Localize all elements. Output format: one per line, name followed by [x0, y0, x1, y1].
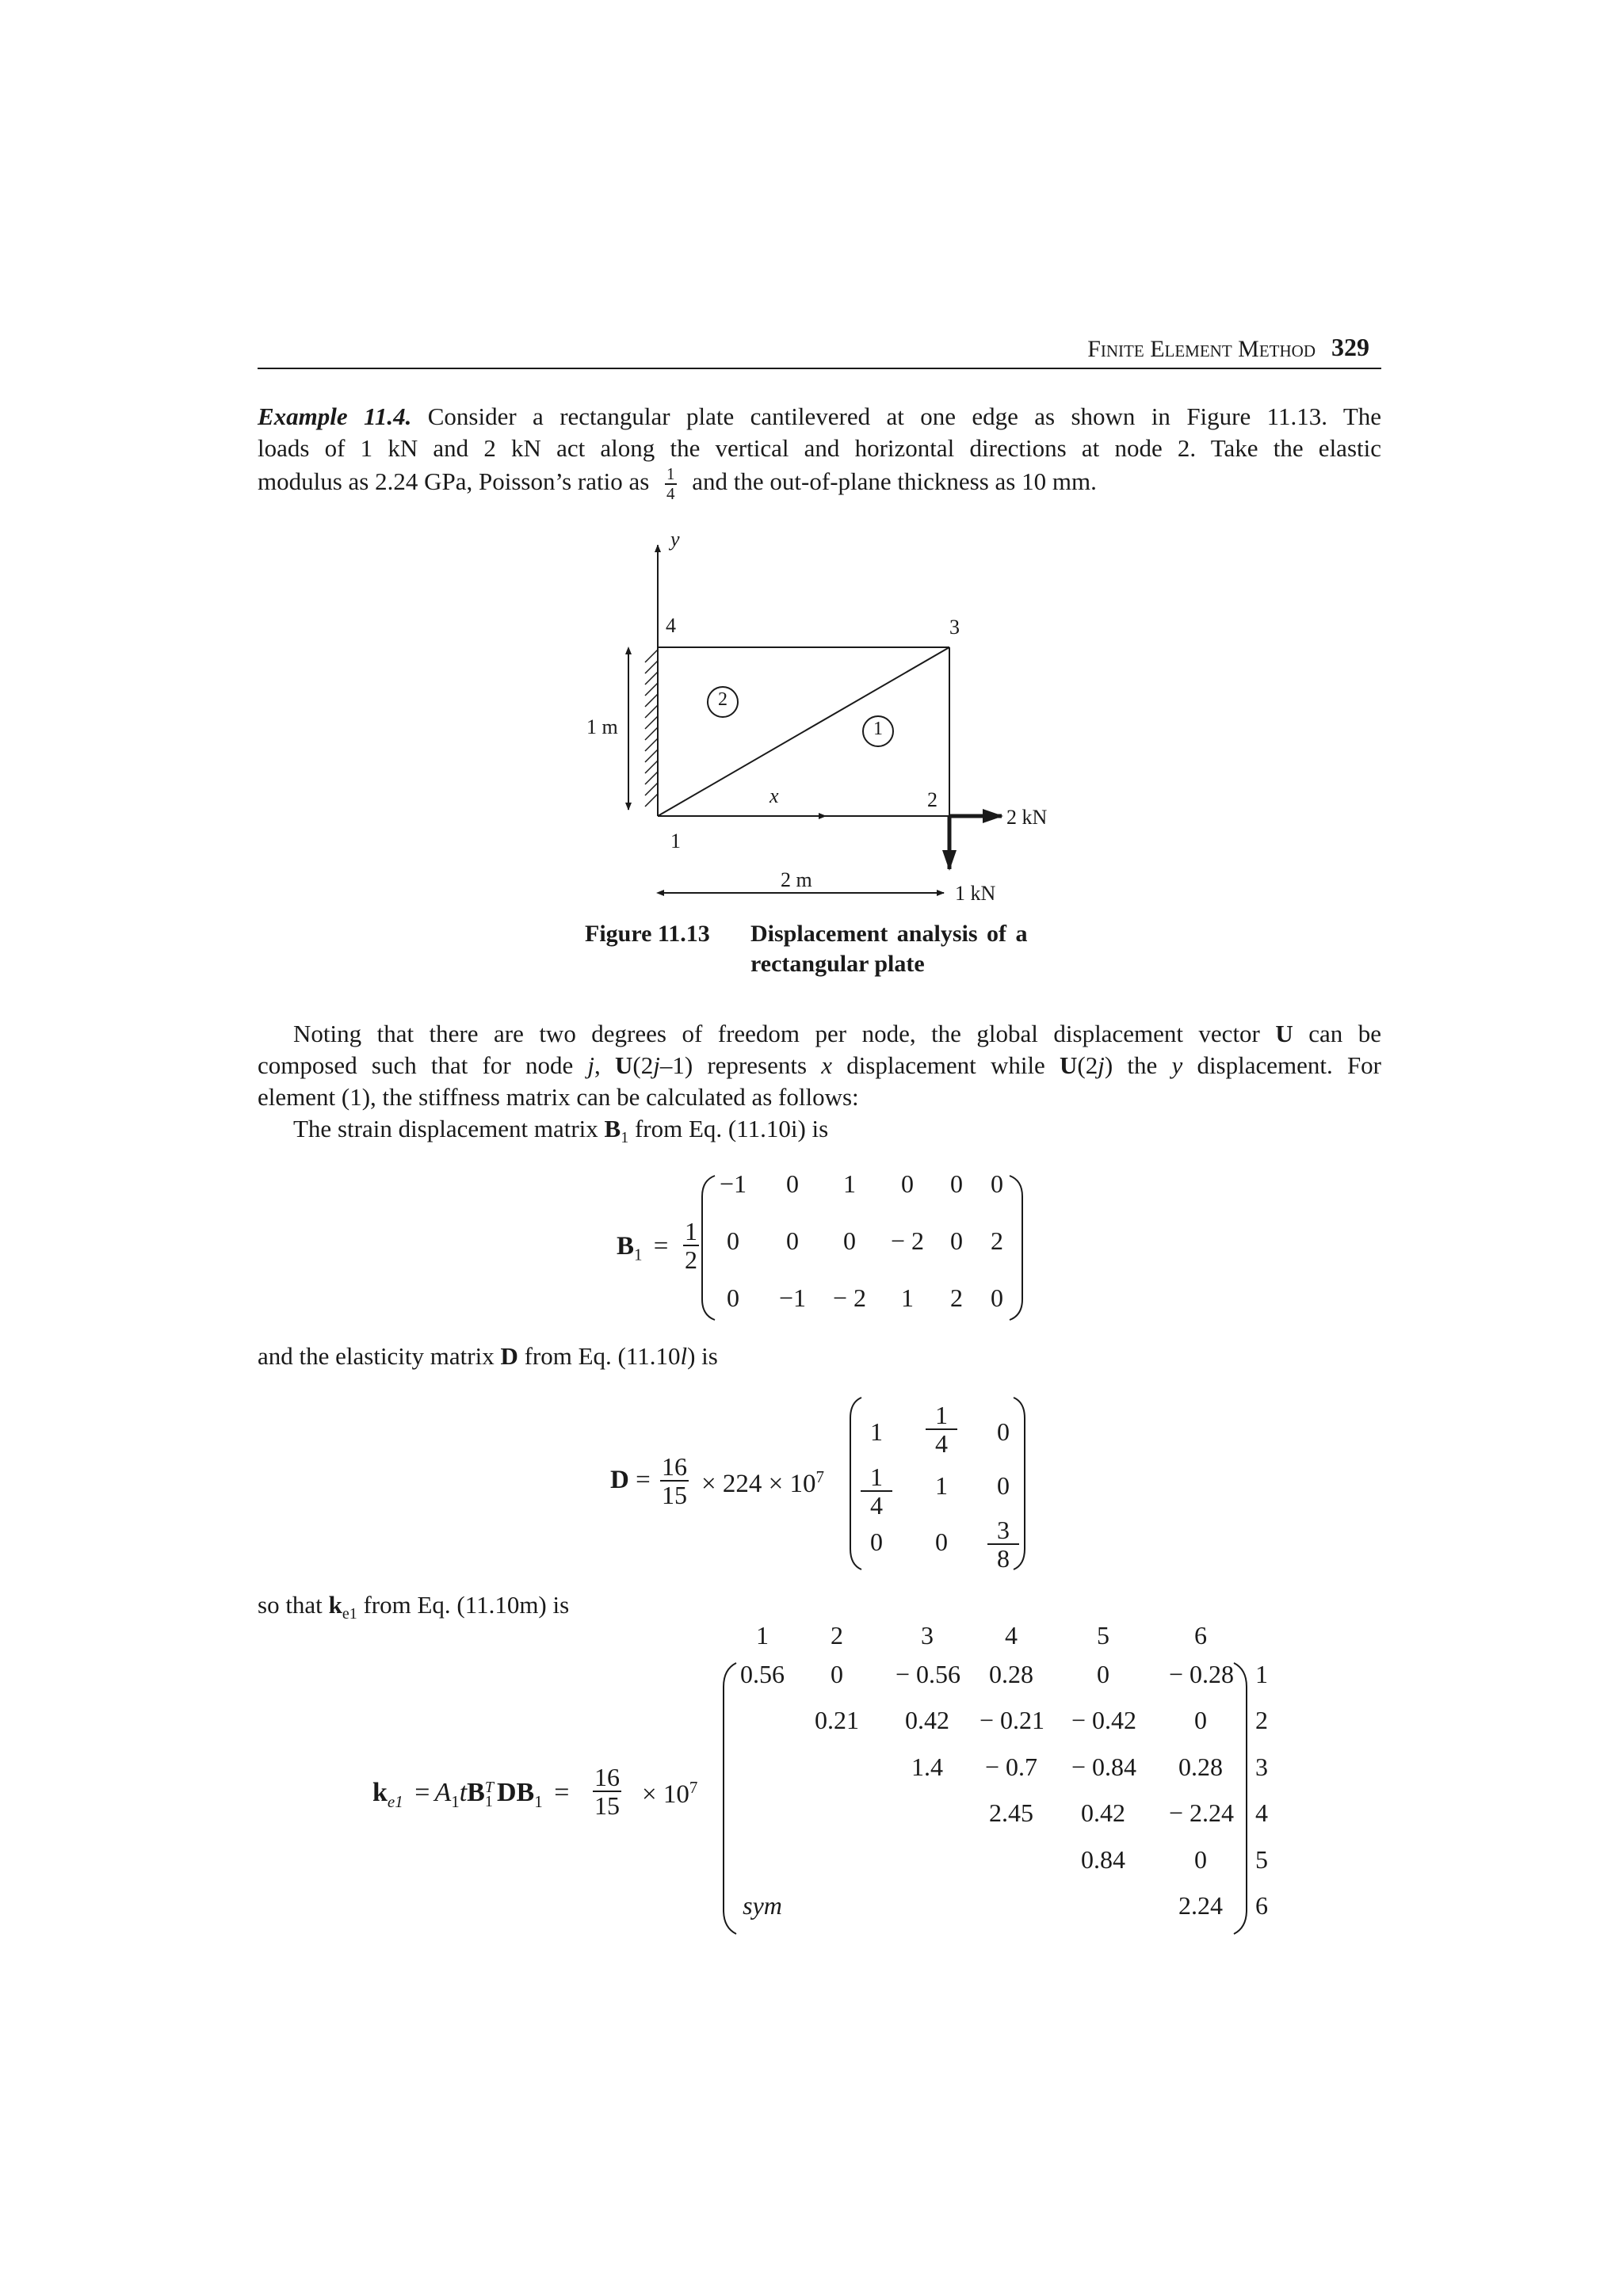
eq-K-DB: DB — [496, 1778, 535, 1807]
eq-D-r3c2: 0 — [935, 1527, 948, 1556]
node-2-label: 2 — [927, 788, 938, 811]
eq-B1-cell: −1 — [778, 1283, 807, 1312]
eq-K-B-sup: T — [484, 1779, 494, 1797]
eq-D-scale — [701, 1467, 824, 1499]
figure-plate-diagram — [555, 523, 1109, 919]
p1-line-2d: –1) represents — [659, 1051, 808, 1079]
eq-K-cell: − 0.28 — [1169, 1660, 1235, 1688]
eq-K-cell: 1.4 — [911, 1753, 943, 1781]
eq-K-cell: 0.84 — [1081, 1845, 1125, 1874]
eq-K-A: A — [434, 1778, 452, 1807]
eq-D-r1c2-num: 1 — [926, 1402, 957, 1430]
eq-D-exp: 7 — [815, 1467, 824, 1486]
eq-B1-cell: 0 — [843, 1226, 856, 1255]
plate-diagonal — [658, 647, 949, 816]
eq-D-r2c2: 1 — [935, 1471, 948, 1500]
p4-text-a: so that — [258, 1591, 323, 1619]
fixed-support-hatch — [645, 650, 658, 807]
p3-text-a: and the elasticity matrix — [258, 1342, 495, 1370]
eq-B1-cell: 1 — [843, 1169, 856, 1198]
eq-B1-cell: 0 — [727, 1226, 739, 1255]
eq-K-cell: 0 — [831, 1660, 843, 1688]
p4-k: k — [328, 1591, 342, 1619]
eq-K-cell: − 0.7 — [984, 1753, 1038, 1781]
eq-K-column-header: 3 — [921, 1621, 934, 1650]
eq-B1-cell: 2 — [991, 1226, 1003, 1255]
eq-K-column-header: 1 — [756, 1621, 769, 1650]
load-1kn-label: 1 kN — [955, 882, 996, 905]
p1-j3: j — [1098, 1051, 1105, 1079]
eq-B1-cell: 0 — [901, 1169, 914, 1198]
p3-line — [258, 1341, 1381, 1372]
p1-U2: U — [1060, 1051, 1078, 1079]
width-dim-label: 2 m — [781, 868, 812, 891]
eq-K-cell: 0 — [1194, 1706, 1207, 1734]
eq-K-cell: − 0.21 — [980, 1706, 1045, 1734]
eq-K-row-label: 4 — [1255, 1798, 1268, 1827]
eq-B1-cell: 1 — [901, 1283, 914, 1312]
eq-K-coefficient — [593, 1764, 621, 1818]
eq-D-r1c2 — [926, 1402, 957, 1456]
load-2kn-label: 2 kN — [1006, 806, 1048, 829]
eq-B1-cell: 0 — [991, 1283, 1003, 1312]
eq-D-r3c1: 0 — [870, 1527, 883, 1556]
p1-line-2a: composed such that for node — [258, 1051, 574, 1079]
eq-D-coef-den: 15 — [662, 1481, 687, 1509]
eq-D-r1c2-den: 4 — [935, 1429, 948, 1458]
eq-K-cell: − 0.84 — [1071, 1753, 1137, 1781]
eq-K-k-sub: e1 — [387, 1791, 403, 1811]
p3-text-c: ) is — [687, 1342, 718, 1370]
running-title: Finite Element Method — [1087, 336, 1316, 362]
eq-K-column-header: 5 — [1097, 1621, 1109, 1650]
poisson-den: 4 — [666, 484, 675, 503]
eq-B1-cell: 0 — [786, 1226, 799, 1255]
eq-D-r2c1-num: 1 — [861, 1464, 892, 1492]
p1-line-2h: displacement. For — [1197, 1051, 1382, 1079]
eq-K-cell: 0.28 — [989, 1660, 1033, 1688]
eq-K-cell: − 2.24 — [1169, 1798, 1235, 1827]
eq-K-row-label: 5 — [1255, 1845, 1268, 1874]
eq-B1-sub: 1 — [634, 1245, 643, 1264]
eq-K-cell: 0.28 — [1178, 1753, 1223, 1781]
figure-caption-line-1: Displacement analysis of a — [750, 921, 1028, 947]
p3-text-b: from Eq. (11.10 — [524, 1342, 681, 1370]
eq-B1-coef-num: 1 — [685, 1217, 697, 1245]
eq-D-r2c1-den: 4 — [870, 1491, 883, 1520]
eq-D-r1c3: 0 — [997, 1417, 1010, 1446]
example-paragraph — [258, 401, 1381, 502]
eq-K-cell: 0.42 — [905, 1706, 949, 1734]
node-3-label: 3 — [949, 616, 960, 639]
eq-K-DB-sub: 1 — [534, 1791, 543, 1811]
body-paragraph — [258, 1018, 1381, 1154]
eq-D-r1c1: 1 — [870, 1417, 883, 1446]
eq-B1-coefficient — [683, 1219, 699, 1272]
eq-D-r3c3 — [987, 1517, 1019, 1571]
p4-text-b: from Eq. (11.10m) is — [363, 1591, 570, 1619]
eq-K-column-header: 4 — [1005, 1621, 1018, 1650]
eq-K-k: k — [372, 1778, 388, 1807]
example-line-2: loads of 1 kN and 2 kN act along the vertical and horizontal directions at node 2. Take the elastic — [258, 434, 1381, 462]
eq-D-equals: = — [636, 1466, 651, 1494]
eq-D-r2c1 — [861, 1464, 892, 1518]
eq-B1-symbol: B — [617, 1232, 635, 1261]
eq-B1-cell: 2 — [950, 1283, 963, 1312]
eq-D-lhs — [610, 1466, 651, 1495]
eq-K-cell: 2.45 — [989, 1798, 1033, 1827]
eq-K-equals-1: = — [414, 1778, 430, 1807]
p1-y: y — [1171, 1051, 1183, 1079]
eq-K-row-label: 6 — [1255, 1891, 1268, 1920]
eq-K-lhs — [372, 1778, 569, 1812]
eq-B1-cell: 0 — [950, 1169, 963, 1198]
eq-B1-coef-den: 2 — [685, 1245, 697, 1274]
eq-D-r2c3: 0 — [997, 1471, 1010, 1500]
eq-D-coefficient — [660, 1454, 689, 1508]
eq-K-exp: 7 — [689, 1778, 698, 1797]
p1-line-3: element (1), the stiffness matrix can be calculated as follows: — [258, 1083, 859, 1111]
example-line-1: Consider a rectangular plate cantilevered at one edge as shown in Figure 11.13. The — [427, 402, 1382, 430]
p1-paren1: (2 — [632, 1051, 654, 1079]
eq-K-A-sub: 1 — [451, 1791, 460, 1811]
eq-K-t: t — [459, 1778, 468, 1807]
p1-paren2: (2 — [1077, 1051, 1098, 1079]
poisson-num: 1 — [666, 464, 675, 483]
eq-K-row-label: 1 — [1255, 1660, 1268, 1688]
eq-K-coef-num: 16 — [594, 1763, 620, 1791]
eq-K-column-header: 2 — [831, 1621, 843, 1650]
p2-B: B — [604, 1115, 621, 1142]
eq-D-coef-num: 16 — [662, 1452, 687, 1481]
element-1-label: 1 — [873, 719, 883, 739]
p1-line-2e: displacement while — [846, 1051, 1045, 1079]
figure-caption-line-2: rectangular plate — [750, 951, 925, 977]
p1-U: U — [1275, 1020, 1293, 1047]
p1-line-1b: can be — [1308, 1020, 1381, 1047]
y-axis-label: y — [670, 528, 680, 551]
poisson-fraction — [665, 466, 677, 502]
eq-B1-cell: 0 — [727, 1283, 739, 1312]
eq-K-cell: 0 — [1194, 1845, 1207, 1874]
eq-B1-cell: 0 — [950, 1226, 963, 1255]
example-line-3b: and the out-of-plane thickness as 10 mm. — [692, 467, 1097, 496]
p1-line-1a: Noting that there are two degrees of freedom per node, the global displacement vector — [293, 1020, 1260, 1047]
p1-line-2g: ) the — [1104, 1051, 1158, 1079]
eq-B1-cell: −1 — [719, 1169, 747, 1198]
eq-B1-cell: 0 — [991, 1169, 1003, 1198]
example-label: Example 11.4. — [258, 402, 412, 430]
p3-l: l — [680, 1342, 688, 1370]
eq-K-B: B — [467, 1778, 485, 1807]
x-axis-label: x — [769, 784, 779, 807]
eq-K-sym-label: sym — [743, 1891, 782, 1920]
p1-comma: , — [594, 1051, 601, 1079]
p3-D: D — [500, 1342, 518, 1370]
eq-B1-equals: = — [653, 1232, 669, 1261]
node-1-label: 1 — [670, 830, 681, 852]
header-rule — [258, 368, 1381, 369]
p2-B-sub: 1 — [621, 1129, 629, 1147]
eq-K-row-label: 3 — [1255, 1753, 1268, 1781]
eq-K-B-sub: 1 — [484, 1793, 493, 1811]
eq-B1-cell: 0 — [786, 1169, 799, 1198]
eq-K-times: × 10 — [642, 1780, 689, 1809]
p1-j: j — [587, 1051, 595, 1079]
eq-D-r3c3-den: 8 — [997, 1544, 1010, 1573]
p2-text-a: The strain displacement matrix — [293, 1115, 598, 1142]
p1-U1: U — [614, 1051, 633, 1079]
node-4-label: 4 — [666, 614, 676, 637]
eq-B1-cell: − 2 — [890, 1226, 925, 1255]
eq-K-column-header: 6 — [1194, 1621, 1207, 1650]
eq-B1-lhs — [617, 1232, 668, 1265]
eq-K-cell: 0.42 — [1081, 1798, 1125, 1827]
eq-K-cell: 0.21 — [815, 1706, 859, 1734]
eq-K-cell: 0.56 — [740, 1660, 785, 1688]
page-number: 329 — [1331, 333, 1369, 361]
eq-K-scale — [642, 1778, 697, 1810]
p1-j2: j — [653, 1051, 660, 1079]
eq-K-cell: − 0.42 — [1071, 1706, 1137, 1734]
eq-K-cell: 2.24 — [1178, 1891, 1223, 1920]
p1-x: x — [821, 1051, 832, 1079]
element-2-label: 2 — [718, 689, 727, 710]
eq-K-equals-2: = — [554, 1778, 570, 1807]
eq-K-cell: 0 — [1097, 1660, 1109, 1688]
eq-K-cell: − 0.56 — [896, 1660, 961, 1688]
eq-D-times: × 224 × 10 — [701, 1470, 816, 1498]
p4-k-sub: e1 — [342, 1605, 357, 1623]
eq-B1-cell: − 2 — [832, 1283, 867, 1312]
eq-K-coef-den: 15 — [594, 1791, 620, 1820]
eq-D-r3c3-num: 3 — [987, 1517, 1019, 1545]
example-line-3a: modulus as 2.24 GPa, Poisson’s ratio as — [258, 467, 650, 496]
height-dim-label: 1 m — [586, 715, 618, 738]
p2-text-b: from Eq. (11.10i) is — [634, 1115, 829, 1142]
eq-K-row-label: 2 — [1255, 1706, 1268, 1734]
eq-D-symbol: D — [610, 1466, 629, 1494]
figure-caption-label: Figure 11.13 — [585, 921, 710, 947]
